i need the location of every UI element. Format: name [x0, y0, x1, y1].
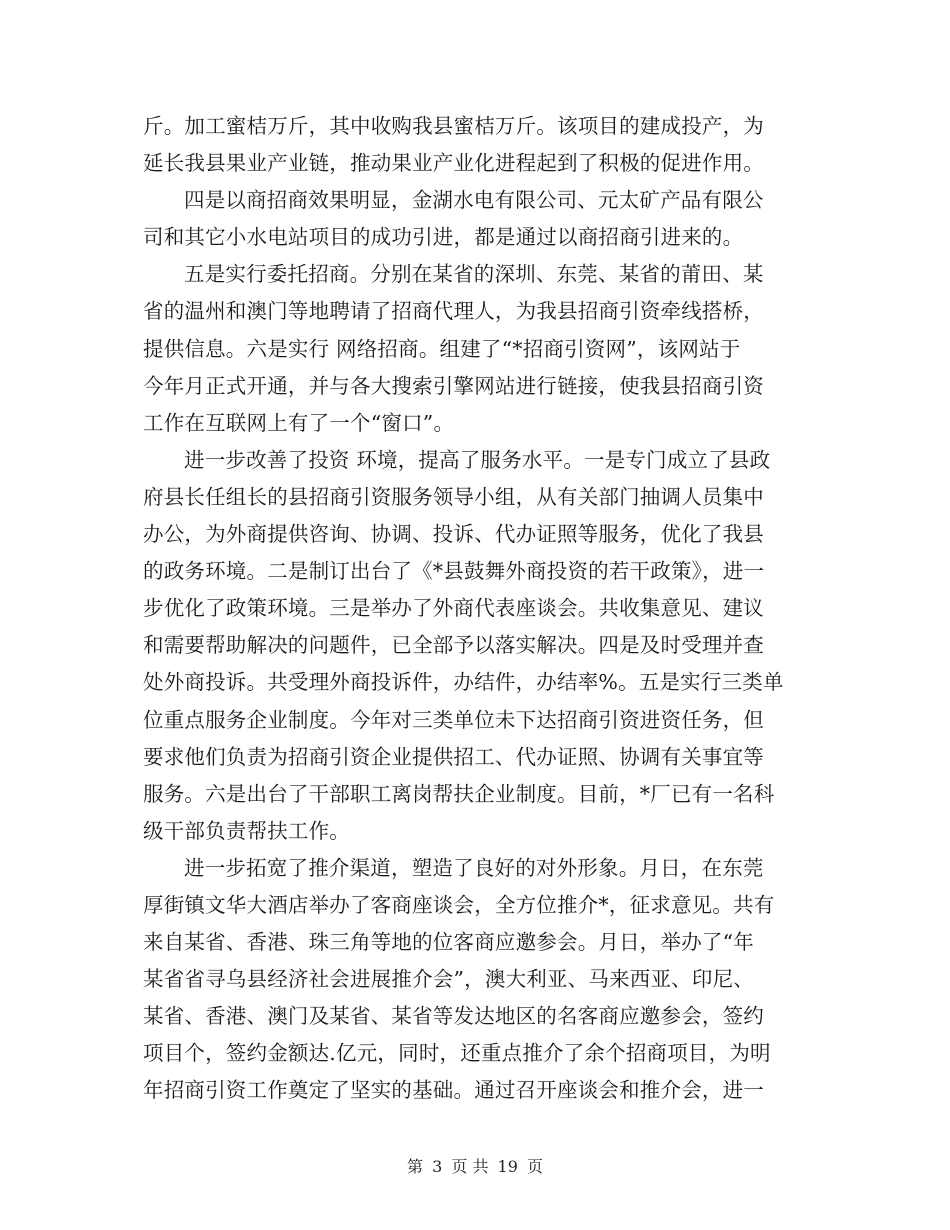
- text-line: 厚街镇文华大酒店举办了客商座谈会，全方位推介*，征求意见。共有: [143, 892, 775, 917]
- footer-middle: 页 共: [451, 1157, 489, 1176]
- text-line: 司和其它小水电站项目的成功引进，都是通过以商招商引进来的。: [143, 225, 744, 250]
- text-line: 进一步改善了投资 环境，提高了服务水平。一是专门成立了县政: [184, 447, 771, 472]
- paragraph: [143, 850, 799, 1110]
- text-line: 步优化了政策环境。三是举办了外商代表座谈会。共收集意见、建议: [143, 596, 764, 621]
- text-line: 五是实行委托招商。分别在某省的深圳、东莞、某省的莆田、某: [184, 262, 764, 287]
- text-line: 工作在互联网上有了一个“窗口”。: [143, 410, 455, 435]
- footer-prefix: 第: [406, 1157, 423, 1176]
- footer-suffix: 页: [527, 1157, 544, 1176]
- text-line: 服务。六是出台了干部职工离岗帮扶企业制度。目前，*厂已有一名科: [143, 781, 775, 806]
- text-line: 府县长任组长的县招商引资服务领导小组，从有关部门抽调人员集中: [143, 484, 764, 509]
- text-line: 今年月正式开通，并与各大搜索引擎网站进行链接，使我县招商引资: [143, 373, 764, 398]
- text-line: 斤。加工蜜桔万斤，其中收购我县蜜桔万斤。该项目的建成投产，为: [143, 114, 764, 138]
- page-footer: [0, 1157, 950, 1177]
- paragraph: [143, 256, 799, 441]
- paragraph: [143, 442, 799, 850]
- text-line: 进一步拓宽了推介渠道，塑造了良好的对外形象。月日，在东莞: [184, 855, 764, 880]
- paragraph: [143, 182, 799, 256]
- text-line: 位重点服务企业制度。今年对三类单位未下达招商引资进资任务，但: [143, 707, 764, 732]
- footer-total-pages: 19: [497, 1157, 518, 1176]
- document-body: [143, 108, 799, 1110]
- text-line: 来自某省、香港、珠三角等地的位客商应邀参会。月日，举办了“年: [143, 930, 754, 955]
- text-line: 某省省寻乌县经济社会进展推介会”，澳大利亚、马来西亚、印尼、: [143, 967, 754, 992]
- text-line: 某省、香港、澳门及某省、某省等发达地区的名客商应邀参会，签约: [143, 1004, 764, 1029]
- text-line: 办公，为外商提供咨询、协调、投诉、代办证照等服务，优化了我县: [143, 522, 764, 547]
- text-line: 和需要帮助解决的问题件，已全部予以落实解决。四是及时受理并查: [143, 633, 764, 658]
- text-line: 年招商引资工作奠定了坚实的基础。通过召开座谈会和推介会，进一: [143, 1078, 764, 1103]
- text-line: 的政务环境。二是制订出台了《*县鼓舞外商投资的若干政策》，进一: [143, 559, 765, 584]
- text-line: 项目个，签约金额达.亿元，同时，还重点推介了余个招商项目，为明: [143, 1041, 771, 1066]
- text-line: 处外商投诉。共受理外商投诉件，办结件，办结率%。五是实行三类单: [143, 670, 784, 695]
- text-line: 提供信息。六是实行 网络招商。组建了“*招商引资网”，该网站于: [143, 336, 741, 361]
- text-line: 省的温州和澳门等地聘请了招商代理人，为我县招商引资牵线搭桥，: [143, 299, 764, 324]
- paragraph: [143, 108, 799, 182]
- text-line: 要求他们负责为招商引资企业提供招工、代办证照、协调有关事宜等: [143, 744, 764, 769]
- text-line: 四是以商招商效果明显，金湖水电有限公司、元太矿产品有限公: [184, 188, 764, 213]
- footer-current-page: 3: [432, 1157, 443, 1176]
- text-line: 延长我县果业产业链，推动果业产业化进程起到了积极的促进作用。: [143, 151, 764, 176]
- text-line: 级干部负责帮扶工作。: [143, 818, 350, 843]
